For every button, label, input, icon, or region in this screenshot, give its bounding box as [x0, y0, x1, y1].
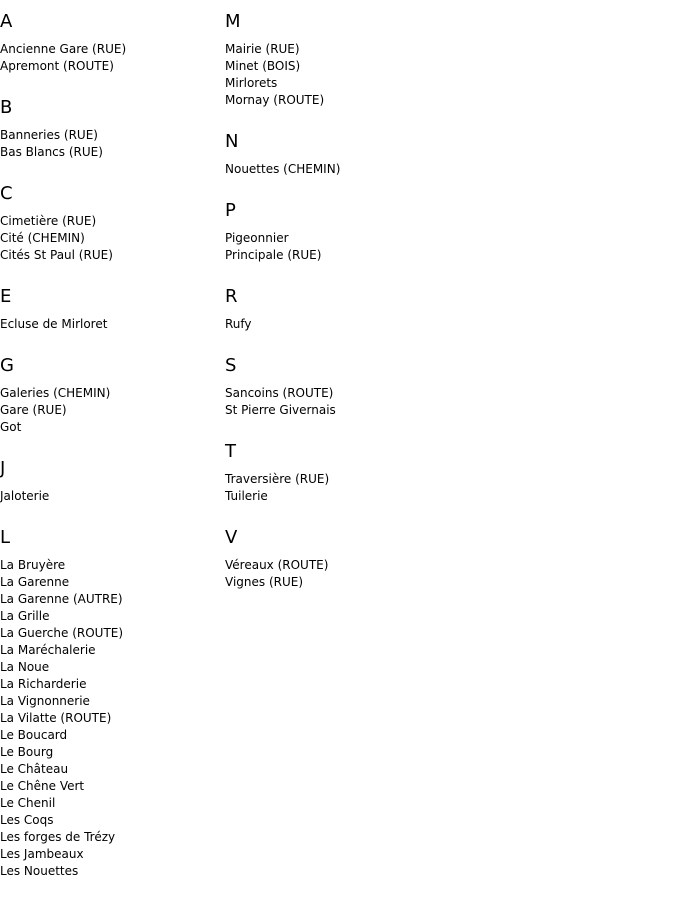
street-link-cites-st-paul-rue[interactable]: Cités St Paul (RUE) — [0, 248, 113, 262]
letter-group-v — [225, 516, 525, 602]
street-list — [225, 385, 525, 419]
street-link-mornay-route[interactable]: Mornay (ROUTE) — [225, 93, 325, 107]
group-spacer — [0, 161, 220, 172]
letter-group-c — [0, 172, 220, 275]
group-spacer — [225, 333, 525, 344]
street-link-la-garenne-autre[interactable]: La Garenne (AUTRE) — [0, 592, 123, 606]
street-link-ancienne-gare-rue[interactable]: Ancienne Gare (RUE) — [0, 42, 127, 56]
section-letter-s: S — [225, 355, 237, 376]
street-link-apremont-route[interactable]: Apremont (ROUTE) — [0, 59, 114, 73]
street-link-gare-rue[interactable]: Gare (RUE) — [0, 403, 67, 417]
street-list — [0, 316, 220, 333]
street-link-les-coqs[interactable]: Les Coqs — [0, 813, 54, 827]
section-letter-p: P — [225, 200, 236, 221]
street-link-vignes-rue[interactable]: Vignes (RUE) — [225, 575, 304, 589]
street-link-nouettes-chemin[interactable]: Nouettes (CHEMIN) — [225, 162, 341, 176]
right-column — [225, 0, 525, 602]
street-link-tuilerie[interactable]: Tuilerie — [225, 489, 268, 503]
street-link-la-vilatte-route[interactable]: La Vilatte (ROUTE) — [0, 711, 112, 725]
group-spacer — [0, 264, 220, 275]
letter-group-a — [0, 0, 220, 86]
left-column — [0, 0, 220, 891]
section-letter-j: J — [0, 458, 6, 479]
street-link-le-chene-vert[interactable]: Le Chêne Vert — [0, 779, 85, 793]
letter-group-e — [0, 275, 220, 344]
group-spacer — [0, 333, 220, 344]
street-link-cite-chemin[interactable]: Cité (CHEMIN) — [0, 231, 85, 245]
group-spacer — [225, 591, 525, 602]
group-spacer — [0, 436, 220, 447]
group-spacer — [225, 264, 525, 275]
street-link-cimetiere-rue[interactable]: Cimetière (RUE) — [0, 214, 97, 228]
street-link-le-chateau[interactable]: Le Château — [0, 762, 69, 776]
group-spacer — [0, 880, 220, 891]
street-list — [0, 127, 220, 161]
group-spacer — [225, 109, 525, 120]
group-spacer — [0, 505, 220, 516]
street-link-la-vignonnerie[interactable]: La Vignonnerie — [0, 694, 90, 708]
section-letter-g: G — [0, 355, 14, 376]
street-link-banneries-rue[interactable]: Banneries (RUE) — [0, 128, 98, 142]
street-link-st-pierre-givernais[interactable]: St Pierre Givernais — [225, 403, 336, 417]
section-letter-b: B — [0, 97, 13, 118]
group-spacer — [225, 505, 525, 516]
street-link-jaloterie[interactable]: Jaloterie — [0, 489, 50, 503]
letter-group-j — [0, 447, 220, 516]
street-link-sancoins-route[interactable]: Sancoins (ROUTE) — [225, 386, 334, 400]
street-link-pigeonnier[interactable]: Pigeonnier — [225, 231, 289, 245]
street-link-vereaux-route[interactable]: Véreaux (ROUTE) — [225, 558, 329, 572]
street-list — [225, 161, 525, 178]
street-link-rufy[interactable]: Rufy — [225, 317, 252, 331]
group-spacer — [225, 178, 525, 189]
street-link-bas-blancs-rue[interactable]: Bas Blancs (RUE) — [0, 145, 103, 159]
street-link-le-chenil[interactable]: Le Chenil — [0, 796, 56, 810]
street-list — [225, 316, 525, 333]
section-letter-a: A — [0, 11, 13, 32]
street-link-mairie-rue[interactable]: Mairie (RUE) — [225, 42, 300, 56]
section-letter-e: E — [0, 286, 12, 307]
street-list — [0, 213, 220, 264]
section-letter-t: T — [225, 441, 236, 462]
street-link-la-noue[interactable]: La Noue — [0, 660, 50, 674]
street-link-ecluse-de-mirloret[interactable]: Ecluse de Mirloret — [0, 317, 108, 331]
street-list — [225, 471, 525, 505]
street-link-les-jambeaux[interactable]: Les Jambeaux — [0, 847, 84, 861]
street-link-galeries-chemin[interactable]: Galeries (CHEMIN) — [0, 386, 111, 400]
street-link-principale-rue[interactable]: Principale (RUE) — [225, 248, 322, 262]
section-letter-n: N — [225, 131, 239, 152]
letter-group-l — [0, 516, 220, 891]
street-link-traversiere-rue[interactable]: Traversière (RUE) — [225, 472, 330, 486]
street-list — [225, 41, 525, 109]
letter-group-g — [0, 344, 220, 447]
street-link-la-bruyere[interactable]: La Bruyère — [0, 558, 66, 572]
street-link-la-richarderie[interactable]: La Richarderie — [0, 677, 87, 691]
letter-group-s — [225, 344, 525, 430]
street-link-le-boucard[interactable]: Le Boucard — [0, 728, 68, 742]
group-spacer — [225, 419, 525, 430]
street-link-les-forges-de-trezy[interactable]: Les forges de Trézy — [0, 830, 116, 844]
section-letter-l: L — [0, 527, 11, 548]
street-list — [0, 385, 220, 436]
letter-group-n — [225, 120, 525, 189]
street-link-les-nouettes[interactable]: Les Nouettes — [0, 864, 79, 878]
letter-group-t — [225, 430, 525, 516]
section-letter-m: M — [225, 11, 241, 32]
letter-group-b — [0, 86, 220, 172]
letter-group-m — [225, 0, 525, 120]
street-list — [225, 230, 525, 264]
street-link-mirlorets[interactable]: Mirlorets — [225, 76, 278, 90]
street-list — [225, 557, 525, 591]
section-letter-v: V — [225, 527, 238, 548]
street-link-la-grille[interactable]: La Grille — [0, 609, 50, 623]
street-list — [0, 488, 220, 505]
section-letter-r: R — [225, 286, 238, 307]
letter-group-p — [225, 189, 525, 275]
letter-group-r — [225, 275, 525, 344]
street-list — [0, 41, 220, 75]
section-letter-c: C — [0, 183, 13, 204]
street-link-minet-bois[interactable]: Minet (BOIS) — [225, 59, 301, 73]
street-link-la-marechalerie[interactable]: La Maréchalerie — [0, 643, 96, 657]
group-spacer — [0, 75, 220, 86]
street-list — [0, 557, 220, 880]
street-link-la-guerche-route[interactable]: La Guerche (ROUTE) — [0, 626, 124, 640]
street-link-got[interactable]: Got — [0, 420, 22, 434]
street-link-le-bourg[interactable]: Le Bourg — [0, 745, 54, 759]
street-link-la-garenne[interactable]: La Garenne — [0, 575, 70, 589]
